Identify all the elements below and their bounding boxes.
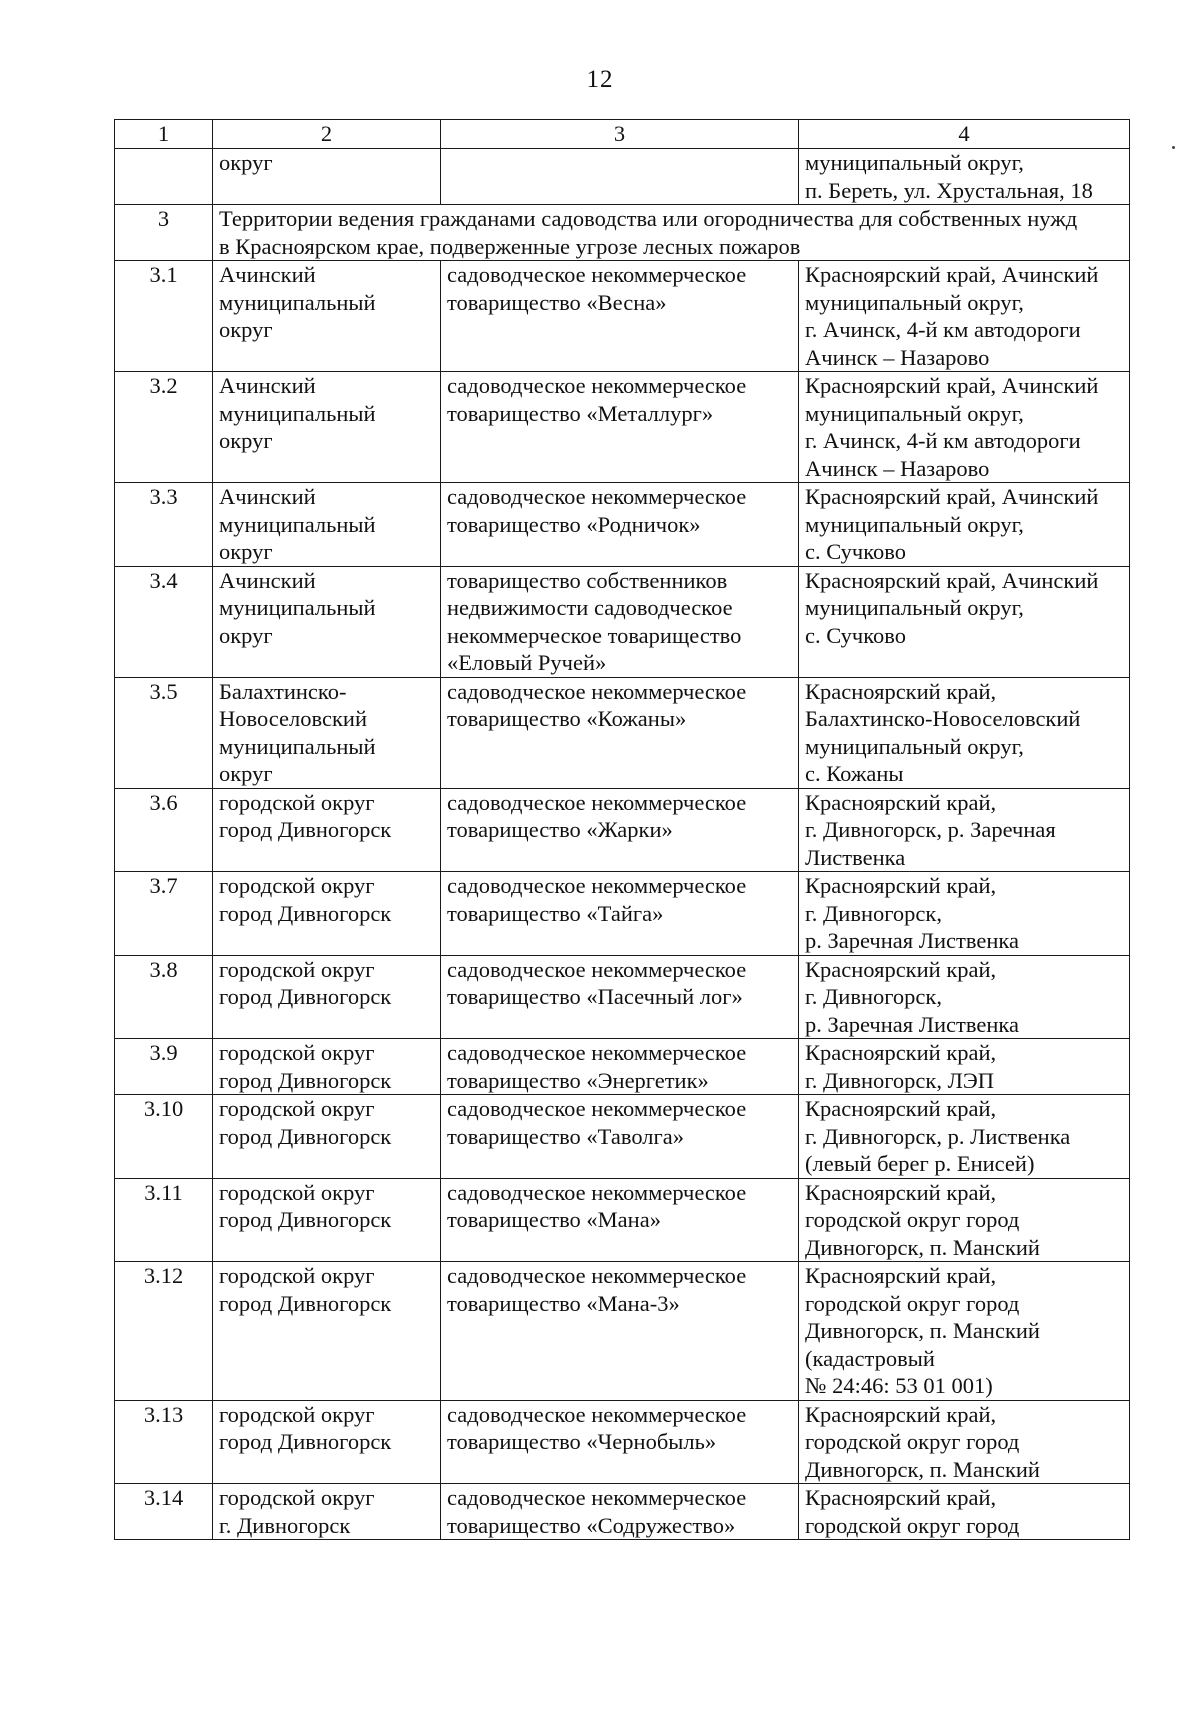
municipality-cell: городской округ город Дивногорск	[213, 1400, 441, 1484]
address-cell: Красноярский край, г. Дивногорск, р. Заречная Лиственка	[799, 788, 1130, 872]
address-cell: Красноярский край, Балахтинско-Новоселовский муниципальный округ, с. Кожаны	[799, 677, 1130, 788]
row-number: 3.2	[115, 372, 213, 483]
municipality-cell: округ	[213, 149, 441, 205]
table-row	[115, 677, 1130, 788]
address-cell: Красноярский край, Ачинский муниципальный округ, г. Ачинск, 4-й км автодороги Ачинск – Назарово	[799, 261, 1130, 372]
table-row	[115, 1095, 1130, 1179]
municipality-cell: городской округ город Дивногорск	[213, 1039, 441, 1095]
section-row	[115, 205, 1130, 261]
territories-table	[114, 119, 1130, 1540]
row-number: 3.13	[115, 1400, 213, 1484]
address-cell: Красноярский край, г. Дивногорск, ЛЭП	[799, 1039, 1130, 1095]
row-number: 3.9	[115, 1039, 213, 1095]
address-cell: Красноярский край, Ачинский муниципальный округ, г. Ачинск, 4-й км автодороги Ачинск – Назарово	[799, 372, 1130, 483]
column-number-2: 2	[213, 120, 441, 149]
column-number-1: 1	[115, 120, 213, 149]
municipality-cell: городской округ город Дивногорск	[213, 1178, 441, 1262]
municipality-cell: городской округ город Дивногорск	[213, 788, 441, 872]
scan-artifact	[1172, 146, 1175, 149]
municipality-cell: Балахтинско- Новоселовский муниципальный округ	[213, 677, 441, 788]
organization-cell: садоводческое некоммерческое товарищество «Жарки»	[441, 788, 799, 872]
address-cell: Красноярский край, г. Дивногорск, р. Заречная Лиственка	[799, 955, 1130, 1039]
table-row	[115, 955, 1130, 1039]
organization-cell: садоводческое некоммерческое товарищество «Весна»	[441, 261, 799, 372]
organization-cell: садоводческое некоммерческое товарищество «Энергетик»	[441, 1039, 799, 1095]
address-cell: Красноярский край, г. Дивногорск, р. Лиственка (левый берег р. Енисей)	[799, 1095, 1130, 1179]
organization-cell: садоводческое некоммерческое товарищество «Чернобыль»	[441, 1400, 799, 1484]
organization-cell: садоводческое некоммерческое товарищество «Содружество»	[441, 1484, 799, 1540]
organization-cell: садоводческое некоммерческое товарищество «Металлург»	[441, 372, 799, 483]
row-number: 3.6	[115, 788, 213, 872]
column-number-row	[115, 120, 1130, 149]
table-row	[115, 872, 1130, 956]
table-row	[115, 566, 1130, 677]
municipality-cell: городской округ город Дивногорск	[213, 1262, 441, 1401]
table-row	[115, 788, 1130, 872]
organization-cell: садоводческое некоммерческое товарищество «Родничок»	[441, 483, 799, 567]
address-cell: Красноярский край, Ачинский муниципальный округ, с. Сучково	[799, 566, 1130, 677]
address-cell: Красноярский край, городской округ город Дивногорск, п. Манский	[799, 1400, 1130, 1484]
municipality-cell: Ачинский муниципальный округ	[213, 372, 441, 483]
row-number: 3.12	[115, 1262, 213, 1401]
address-cell: Красноярский край, городской округ город	[799, 1484, 1130, 1540]
organization-cell: садоводческое некоммерческое товарищество «Тайга»	[441, 872, 799, 956]
municipality-cell: Ачинский муниципальный округ	[213, 566, 441, 677]
section-title: Территории ведения гражданами садоводства или огородничества для собственных нужд в Красноярском крае, подверженные угрозе лесных пожаров	[213, 205, 1130, 261]
section-number: 3	[115, 205, 213, 261]
organization-cell: садоводческое некоммерческое товарищество «Таволга»	[441, 1095, 799, 1179]
municipality-cell: Ачинский муниципальный округ	[213, 483, 441, 567]
page-number: 12	[586, 66, 614, 93]
column-number-4: 4	[799, 120, 1130, 149]
organization-cell: садоводческое некоммерческое товарищество «Мана»	[441, 1178, 799, 1262]
municipality-cell: городской округ город Дивногорск	[213, 872, 441, 956]
organization-cell: садоводческое некоммерческое товарищество «Кожаны»	[441, 677, 799, 788]
table-row	[115, 483, 1130, 567]
organization-cell: товарищество собственников недвижимости садоводческое некоммерческое товарищество «Еловый Ручей»	[441, 566, 799, 677]
address-cell: Красноярский край, Ачинский муниципальный округ, с. Сучково	[799, 483, 1130, 567]
row-number	[115, 149, 213, 205]
address-cell: Красноярский край, городской округ город Дивногорск, п. Манский (кадастровый № 24:46: 53 01 001)	[799, 1262, 1130, 1401]
row-number: 3.1	[115, 261, 213, 372]
municipality-cell: городской округ г. Дивногорск	[213, 1484, 441, 1540]
table-row	[115, 1400, 1130, 1484]
municipality-cell: Ачинский муниципальный округ	[213, 261, 441, 372]
address-cell: Красноярский край, г. Дивногорск, р. Заречная Лиственка	[799, 872, 1130, 956]
row-number: 3.11	[115, 1178, 213, 1262]
table-row	[115, 372, 1130, 483]
row-number: 3.3	[115, 483, 213, 567]
column-number-3: 3	[441, 120, 799, 149]
address-cell: муниципальный округ, п. Береть, ул. Хрустальная, 18	[799, 149, 1130, 205]
table-row	[115, 1178, 1130, 1262]
organization-cell: садоводческое некоммерческое товарищество «Пасечный лог»	[441, 955, 799, 1039]
table-row	[115, 261, 1130, 372]
table-row	[115, 1262, 1130, 1401]
organization-cell	[441, 149, 799, 205]
row-number: 3.4	[115, 566, 213, 677]
row-number: 3.10	[115, 1095, 213, 1179]
row-number: 3.8	[115, 955, 213, 1039]
address-cell: Красноярский край, городской округ город Дивногорск, п. Манский	[799, 1178, 1130, 1262]
row-number: 3.14	[115, 1484, 213, 1540]
table-body	[115, 120, 1130, 1540]
municipality-cell: городской округ город Дивногорск	[213, 955, 441, 1039]
row-number: 3.7	[115, 872, 213, 956]
table-row	[115, 1484, 1130, 1540]
continuation-row	[115, 149, 1130, 205]
municipality-cell: городской округ город Дивногорск	[213, 1095, 441, 1179]
organization-cell: садоводческое некоммерческое товарищество «Мана-3»	[441, 1262, 799, 1401]
row-number: 3.5	[115, 677, 213, 788]
table-row	[115, 1039, 1130, 1095]
